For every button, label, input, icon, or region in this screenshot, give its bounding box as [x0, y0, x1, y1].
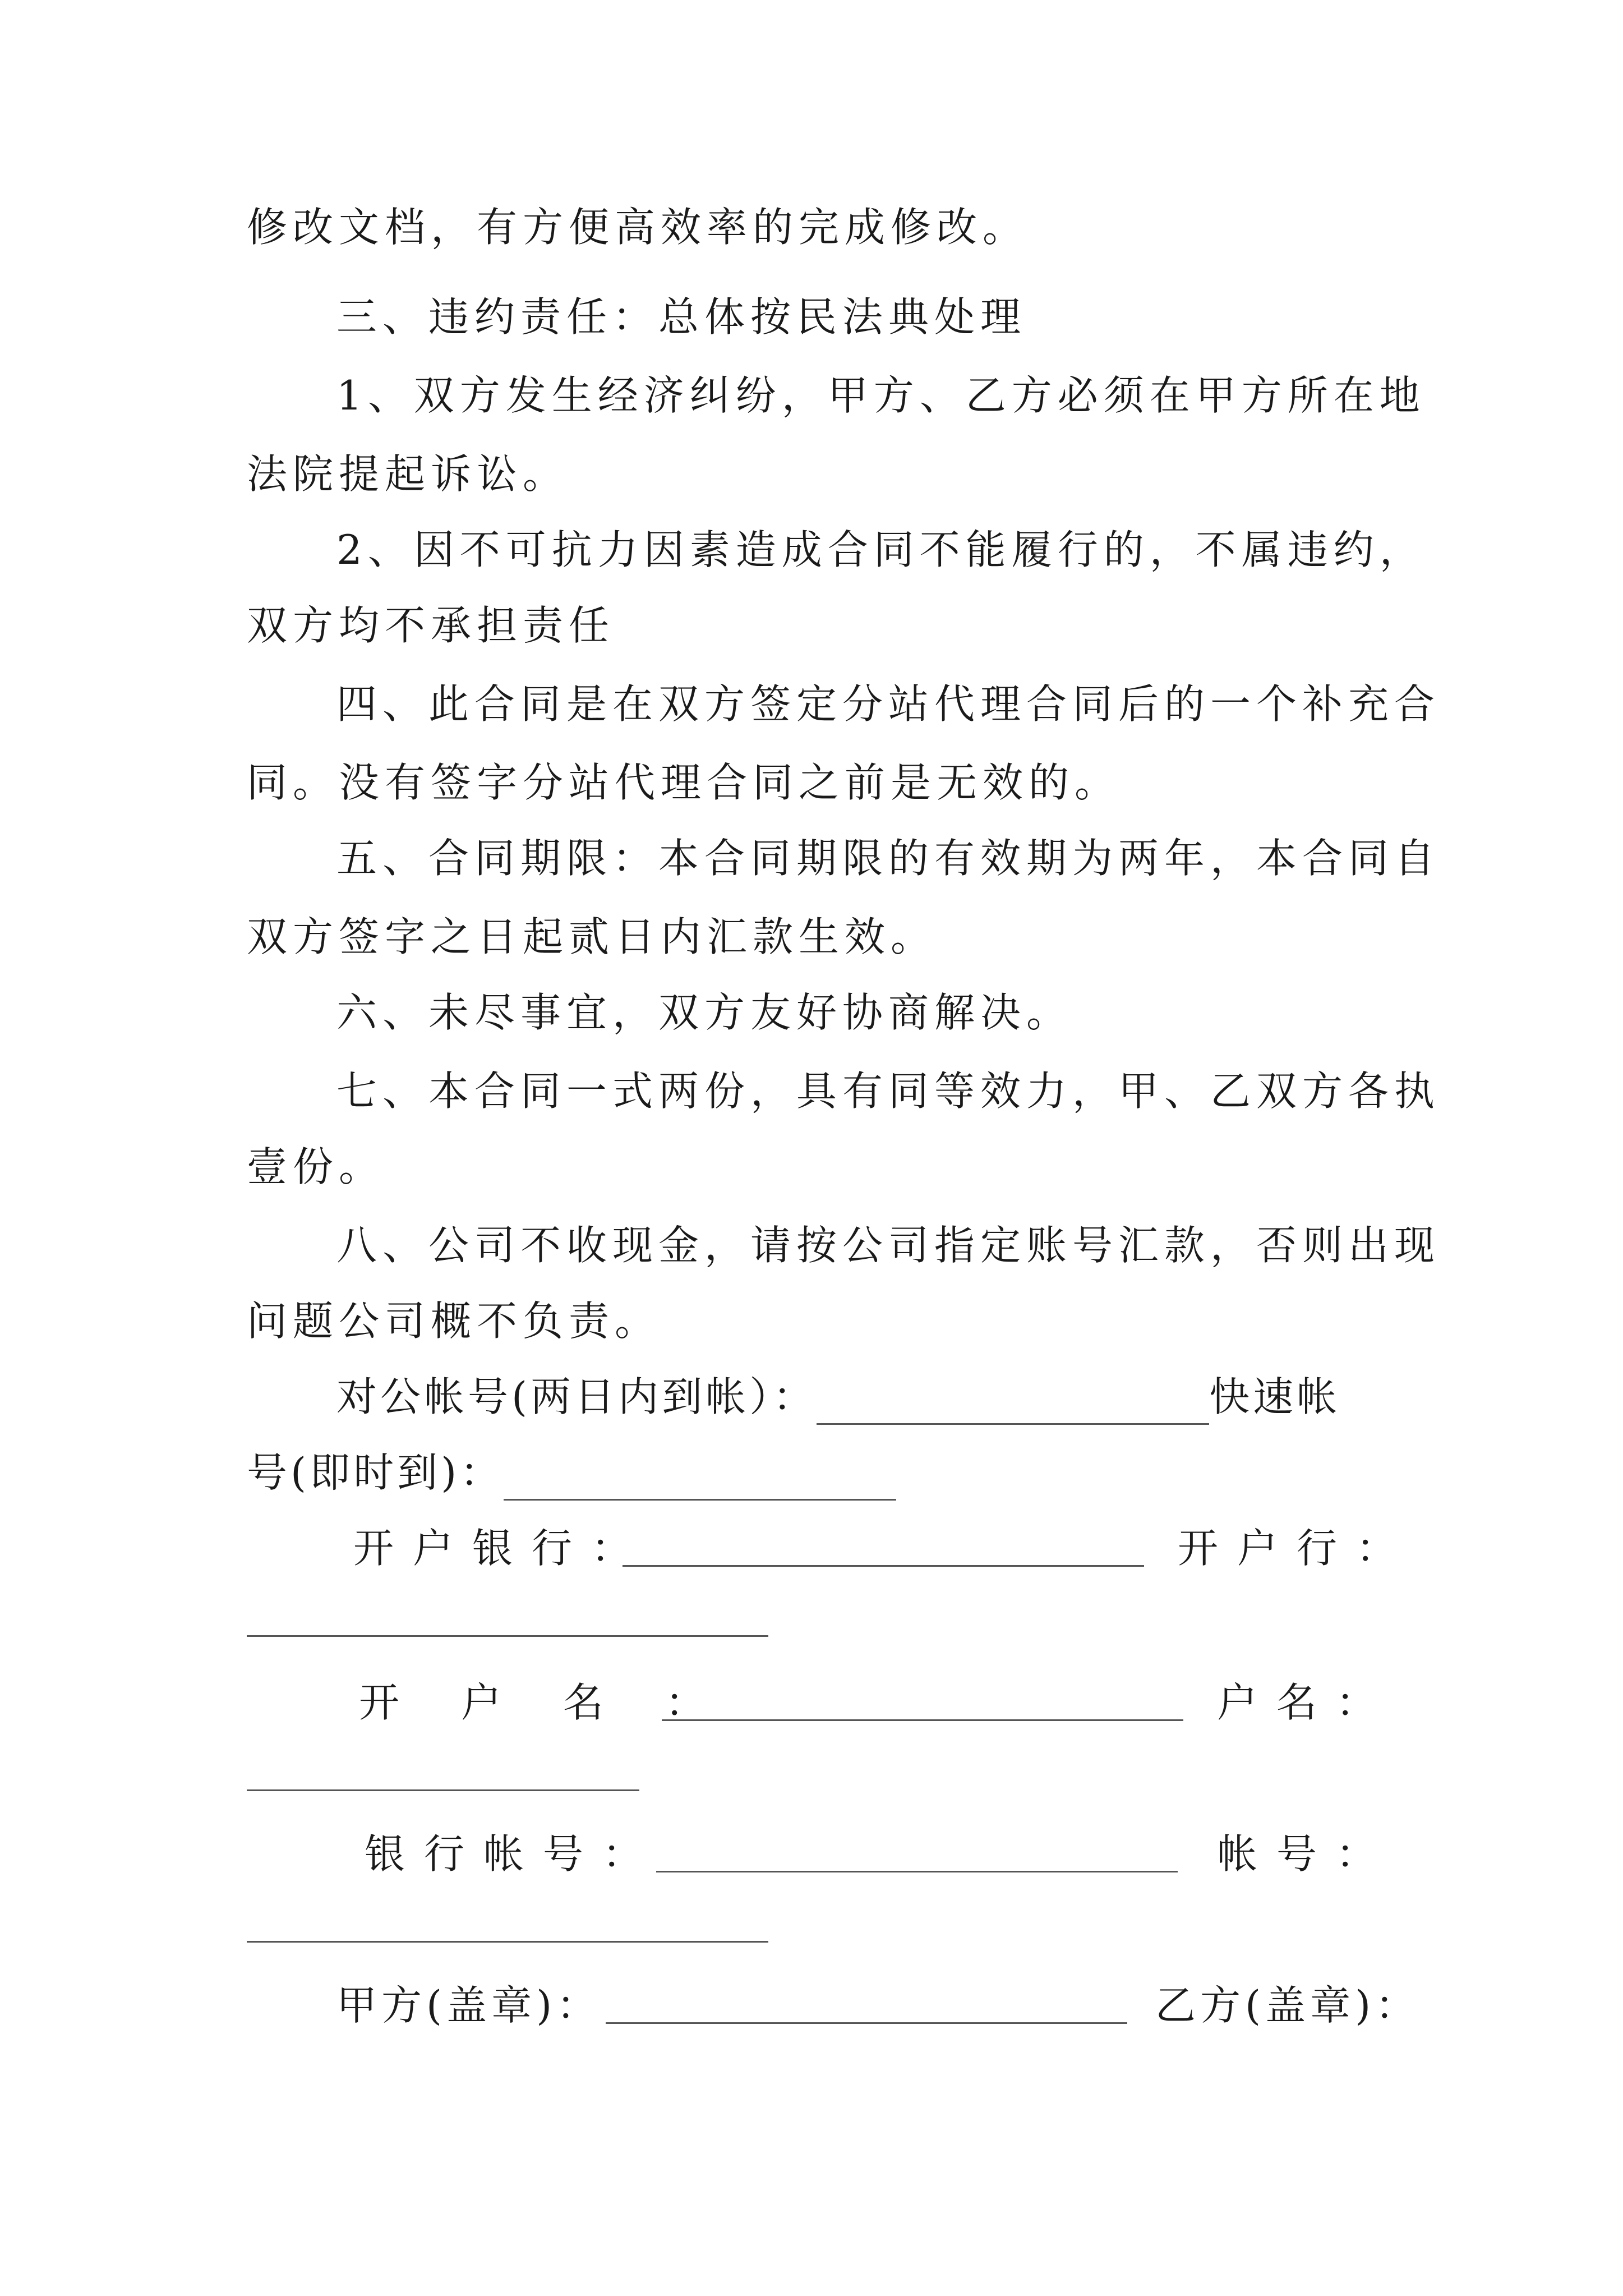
holder-name-label: 户名： — [1217, 1679, 1396, 1726]
section-7-line-1: 七、本合同一式两份，具有同等效力，甲、乙双方各执 — [336, 1068, 1441, 1115]
public-account-row — [336, 1369, 1340, 1425]
clause-3-2-line-1: 2、因不可抗力因素造成合同不能履行的，不属违约， — [336, 526, 1426, 573]
party-a-seal-label: 甲方(盖章)： — [336, 1982, 602, 2029]
clause-3-2-line-2: 双方均不承担责任 — [247, 602, 615, 649]
section-4-line-2: 同。没有签字分站代理合同之前是无效的。 — [247, 759, 1121, 806]
section-6: 六、未尽事宜，双方友好协商解决。 — [336, 989, 1073, 1036]
bank-account-label: 银行帐号： — [365, 1830, 662, 1878]
party-a-seal-blank[interactable] — [606, 2022, 1127, 2024]
public-account-blank[interactable] — [817, 1384, 1209, 1425]
bank-branch-label: 开户行： — [1178, 1525, 1416, 1572]
fast-account-label: 快速帐 — [1209, 1373, 1341, 1420]
section-8-line-2: 问题公司概不负责。 — [247, 1297, 661, 1345]
fast-account-row — [247, 1444, 896, 1501]
holder-name-blank[interactable] — [247, 1789, 639, 1791]
bank-branch-blank[interactable] — [247, 1635, 768, 1637]
section-7-line-2: 壹份。 — [247, 1143, 385, 1190]
account-name-blank[interactable] — [662, 1719, 1183, 1721]
text-line-1: 修改文档，有方便高效率的完成修改。 — [247, 204, 1029, 251]
account-number-label: 帐号： — [1217, 1830, 1396, 1878]
public-account-label: 对公帐号(两日内到帐）： — [336, 1373, 817, 1420]
section-4-line-1: 四、此合同是在双方签定分站代理合同后的一个补充合 — [336, 680, 1441, 728]
clause-3-1-line-1: 1、双方发生经济纠纷，甲方、乙方必须在甲方所在地 — [336, 372, 1426, 419]
section-3-heading: 三、违约责任：总体按民法典处理 — [336, 293, 1027, 341]
party-b-seal-label: 乙方(盖章)： — [1155, 1982, 1421, 2029]
bank-name-label: 开户银行： — [353, 1525, 651, 1572]
fast-account-blank[interactable] — [504, 1460, 896, 1501]
account-number-blank[interactable] — [247, 1941, 768, 1943]
section-5-line-1: 五、合同期限：本合同期限的有效期为两年，本合同自 — [336, 835, 1441, 882]
section-8-line-1: 八、公司不收现金，请按公司指定账号汇款，否则出现 — [336, 1222, 1441, 1269]
clause-3-1-line-2: 法院提起诉讼。 — [247, 450, 569, 498]
bank-account-blank[interactable] — [656, 1871, 1178, 1872]
section-5-line-2: 双方签字之日起贰日内汇款生效。 — [247, 913, 937, 960]
bank-name-blank[interactable] — [623, 1565, 1144, 1567]
fast-account-label-2: 号(即时到)： — [247, 1449, 504, 1496]
account-name-label: 开户名： — [359, 1679, 768, 1726]
